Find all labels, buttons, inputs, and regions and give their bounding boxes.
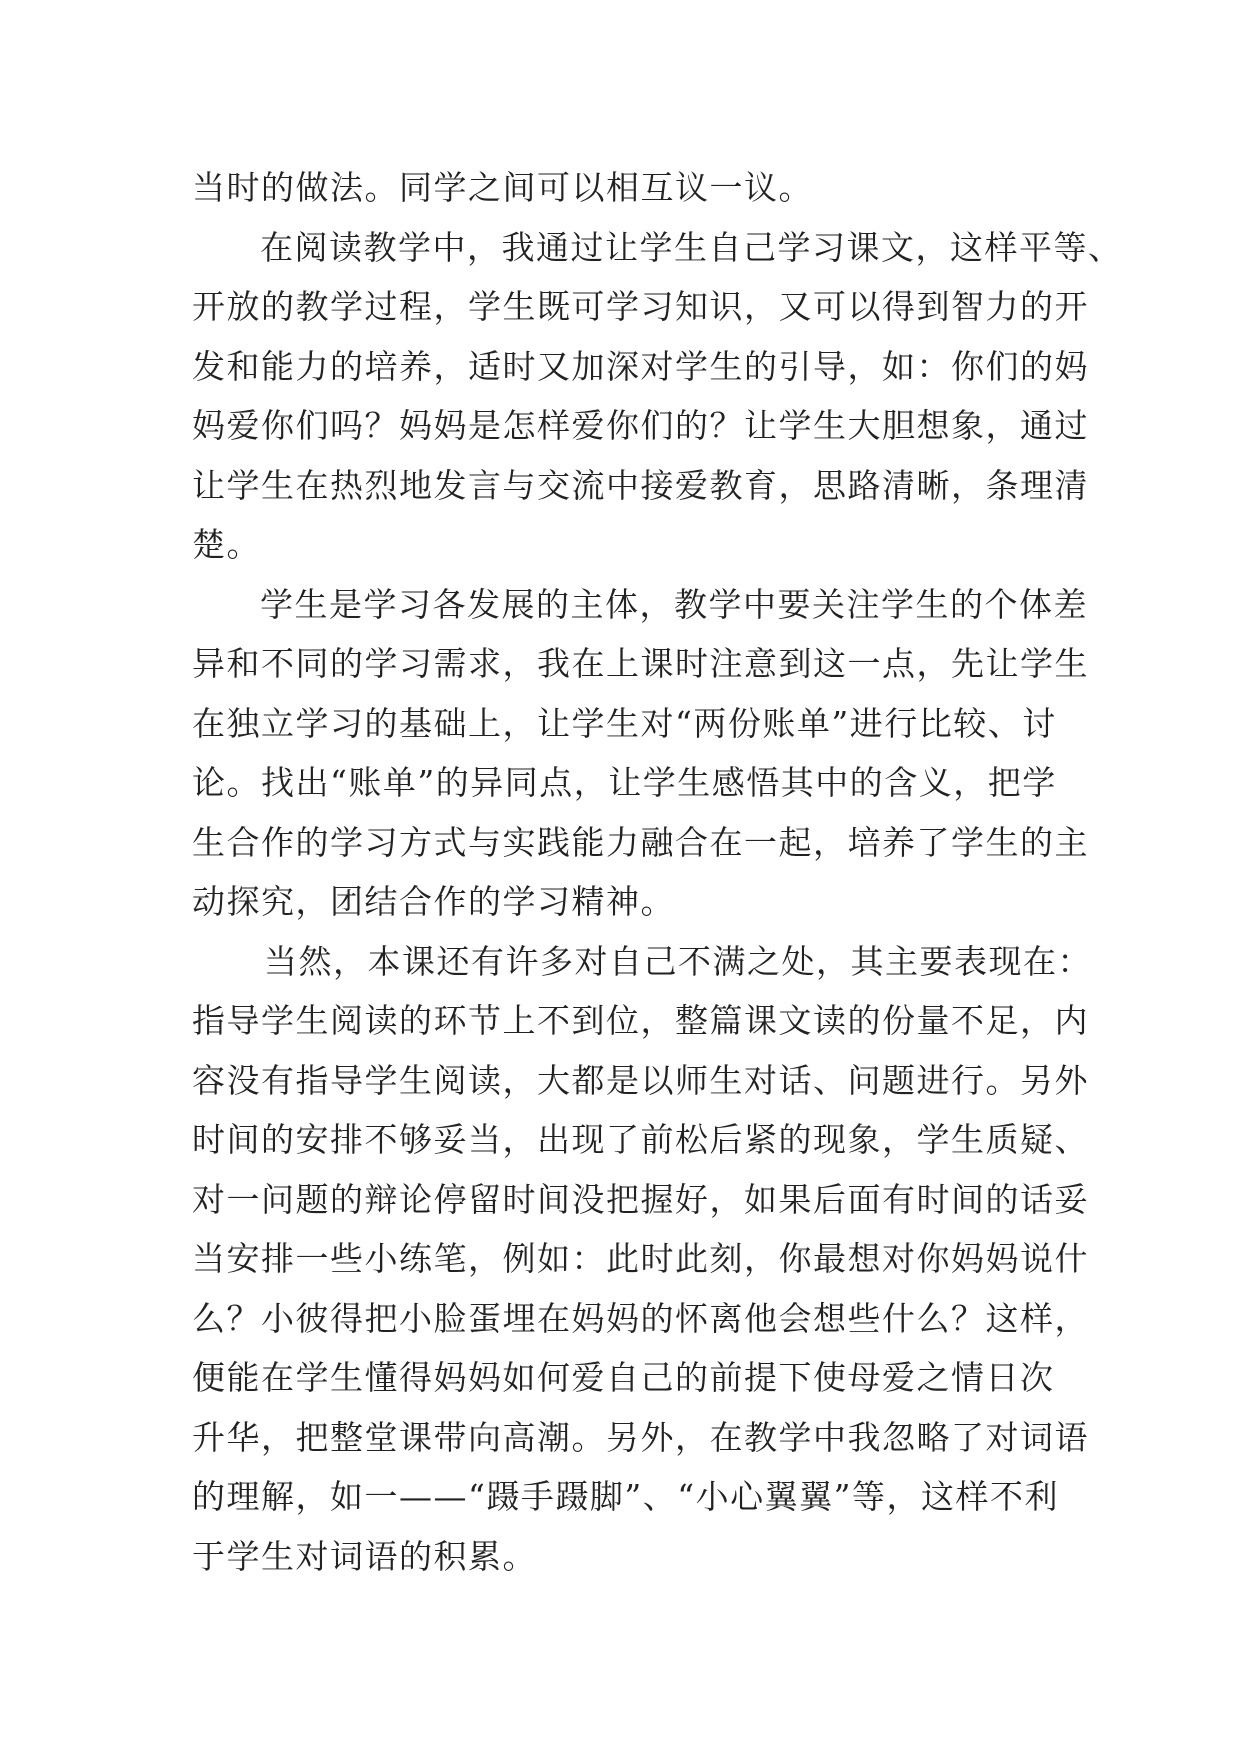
text-line: 的理解，如一——“蹑手蹑脚”、“小心翼翼”等，这样不利 (192, 1477, 1059, 1516)
text-line: 升华，把整堂课带向高潮。另外，在教学中我忽略了对词语 (192, 1417, 1089, 1457)
text-line: 生合作的学习方式与实践能力融合在一起，培养了学生的主 (192, 822, 1089, 862)
text-line: 便能在学生懂得妈妈如何爱自己的前提下使母爱之情日次 (192, 1358, 1055, 1397)
text-line: 么？小彼得把小脸蛋埋在妈妈的怀离他会想些什么？这样， (192, 1298, 1089, 1338)
text-line: 于学生对词语的积累。 (192, 1536, 537, 1576)
text-line: 当安排一些小练笔，例如：此时此刻，你最想对你妈妈说什 (192, 1239, 1089, 1278)
text-line: 在阅读教学中，我通过让学生自己学习课文，这样平等、 (260, 227, 1123, 267)
text-line: 发和能力的培养，适时又加深对学生的引导，如：你们的妈 (192, 346, 1089, 386)
text-line: 学生是学习各发展的主体，教学中要关注学生的个体差 (260, 584, 1088, 624)
text-line: 论。找出“账单”的异同点，让学生感悟其中的含义，把学 (192, 763, 1057, 802)
text-line: 妈爱你们吗？妈妈是怎样爱你们的？让学生大胆想象，通过 (192, 406, 1089, 445)
text-line: 异和不同的学习需求，我在上课时注意到这一点，先让学生 (192, 644, 1089, 683)
text-line: 在独立学习的基础上，让学生对“两份账单”进行比较、讨 (192, 703, 1057, 743)
text-line: 动探究，团结合作的学习精神。 (192, 882, 675, 921)
text-line: 让学生在热烈地发言与交流中接爱教育，思路清晰，条理清 (192, 465, 1089, 505)
text-line: 容没有指导学生阅读，大都是以师生对话、问题进行。另外 (192, 1060, 1089, 1100)
text-line: 对一问题的辩论停留时间没把握好，如果后面有时间的话妥 (192, 1179, 1089, 1219)
text-line: 当时的做法。同学之间可以相互议一议。 (192, 168, 813, 207)
text-line: 楚。 (192, 525, 261, 564)
text-line: 开放的教学过程，学生既可学习知识，又可以得到智力的开 (192, 287, 1089, 326)
document-body (192, 158, 1123, 1586)
text-line: 指导学生阅读的环节上不到位，整篇课文读的份量不足，内 (192, 1001, 1089, 1040)
text-line: 时间的安排不够妥当，出现了前松后紧的现象，学生质疑、 (192, 1120, 1089, 1159)
text-line: 当然，本课还有许多对自己不满之处，其主要表现在： (264, 941, 1092, 981)
